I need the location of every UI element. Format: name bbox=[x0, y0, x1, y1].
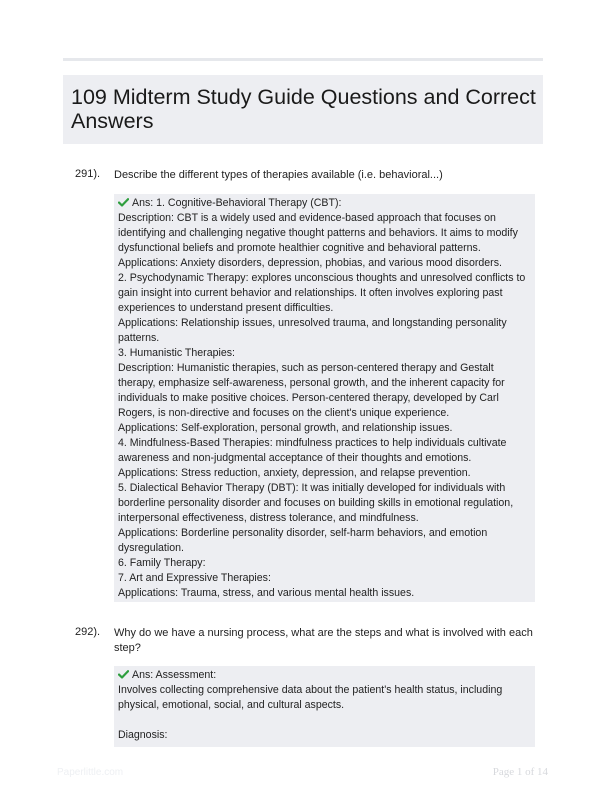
answer-line: Ans: Assessment: bbox=[132, 669, 217, 681]
answer-line: identifying and challenging negative thought patterns and behaviors. It aims to modify bbox=[118, 227, 518, 239]
answer-line: interpersonal effectiveness, distress tolerance, and mindfulness. bbox=[118, 512, 419, 524]
question-line: Why do we have a nursing process, what are the steps and what is involved with each bbox=[114, 627, 533, 639]
answer-line: awareness and non-judgmental acceptance of their thoughts and emotions. bbox=[118, 452, 472, 464]
answer-line: 6. Family Therapy: bbox=[118, 557, 206, 569]
answer-line: 2. Psychodynamic Therapy: explores unconscious thoughts and unresolved conflicts to bbox=[118, 272, 526, 284]
question-text: Describe the different types of therapies available (i.e. behavioral...) bbox=[114, 169, 443, 181]
answer-line: experiences to understand present difficulties. bbox=[118, 302, 334, 314]
answer-line: dysfunctional beliefs and promote healthier cognitive and behavioral patterns. bbox=[118, 242, 481, 254]
answer-line: Applications: Stress reduction, anxiety, depression, and relapse prevention. bbox=[118, 467, 471, 479]
answer-line: gain insight into current behavior and relationships. It often involves exploring past bbox=[118, 287, 503, 299]
answer-line: Ans: 1. Cognitive-Behavioral Therapy (CBT): bbox=[132, 197, 342, 209]
answer-line: Applications: Relationship issues, unresolved trauma, and longstanding personality bbox=[118, 317, 507, 329]
answer-line: borderline personality disorder and focuses on building skills in emotional regulation, bbox=[118, 497, 514, 509]
answer-line: physical, emotional, social, and cultural aspects. bbox=[118, 699, 345, 711]
answer-line: individuals to make positive choices. Person-centered therapy, developed by Carl bbox=[118, 392, 499, 404]
answer-line: 5. Dialectical Behavior Therapy (DBT): It was initially developed for individuals with bbox=[118, 482, 506, 494]
footer-site: Paperlittle.com bbox=[57, 767, 124, 778]
answer-box bbox=[114, 194, 535, 602]
answer-line: 4. Mindfulness-Based Therapies: mindfulness practices to help individuals cultivate bbox=[118, 437, 507, 449]
top-divider bbox=[63, 58, 543, 61]
answer-line: dysregulation. bbox=[118, 542, 184, 554]
page-indicator: Page 1 of 14 bbox=[492, 766, 548, 778]
answer-line: Applications: Borderline personality disorder, self-harm behaviors, and emotion bbox=[118, 527, 488, 539]
answer-line: Applications: Self-exploration, personal growth, and relationship issues. bbox=[118, 422, 453, 434]
answer-line: Description: Humanistic therapies, such as person-centered therapy and Gestalt bbox=[118, 362, 494, 374]
question-text bbox=[114, 626, 534, 656]
title-banner bbox=[63, 75, 543, 144]
question-line: step? bbox=[114, 642, 141, 654]
answer-line: Applications: Trauma, stress, and various mental health issues. bbox=[118, 587, 415, 599]
answer-line: Diagnosis: bbox=[118, 729, 168, 741]
question-number: 292). bbox=[75, 626, 101, 638]
check-icon bbox=[118, 198, 129, 207]
answer-line: 7. Art and Expressive Therapies: bbox=[118, 572, 271, 584]
answer-line: Applications: Anxiety disorders, depression, phobias, and various mood disorders. bbox=[118, 257, 502, 269]
check-icon bbox=[118, 670, 129, 679]
answer-box bbox=[114, 666, 535, 747]
question-number: 291). bbox=[75, 168, 101, 180]
page-title: 109 Midterm Study Guide Questions and Correct Answers bbox=[71, 85, 536, 133]
answer-first-line bbox=[118, 668, 531, 683]
answer-line bbox=[118, 713, 531, 728]
answer-line: therapy, emphasize self-awareness, personal growth, and the inherent capacity for bbox=[118, 377, 505, 389]
answer-line: Involves collecting comprehensive data about the patient's health status, including bbox=[118, 684, 503, 696]
answer-line: 3. Humanistic Therapies: bbox=[118, 347, 235, 359]
answer-line: Description: CBT is a widely used and evidence-based approach that focuses on bbox=[118, 212, 496, 224]
answer-line: patterns. bbox=[118, 332, 160, 344]
answer-line: Rogers, is non-directive and focuses on the client's unique experience. bbox=[118, 407, 450, 419]
answer-first-line bbox=[118, 196, 531, 211]
